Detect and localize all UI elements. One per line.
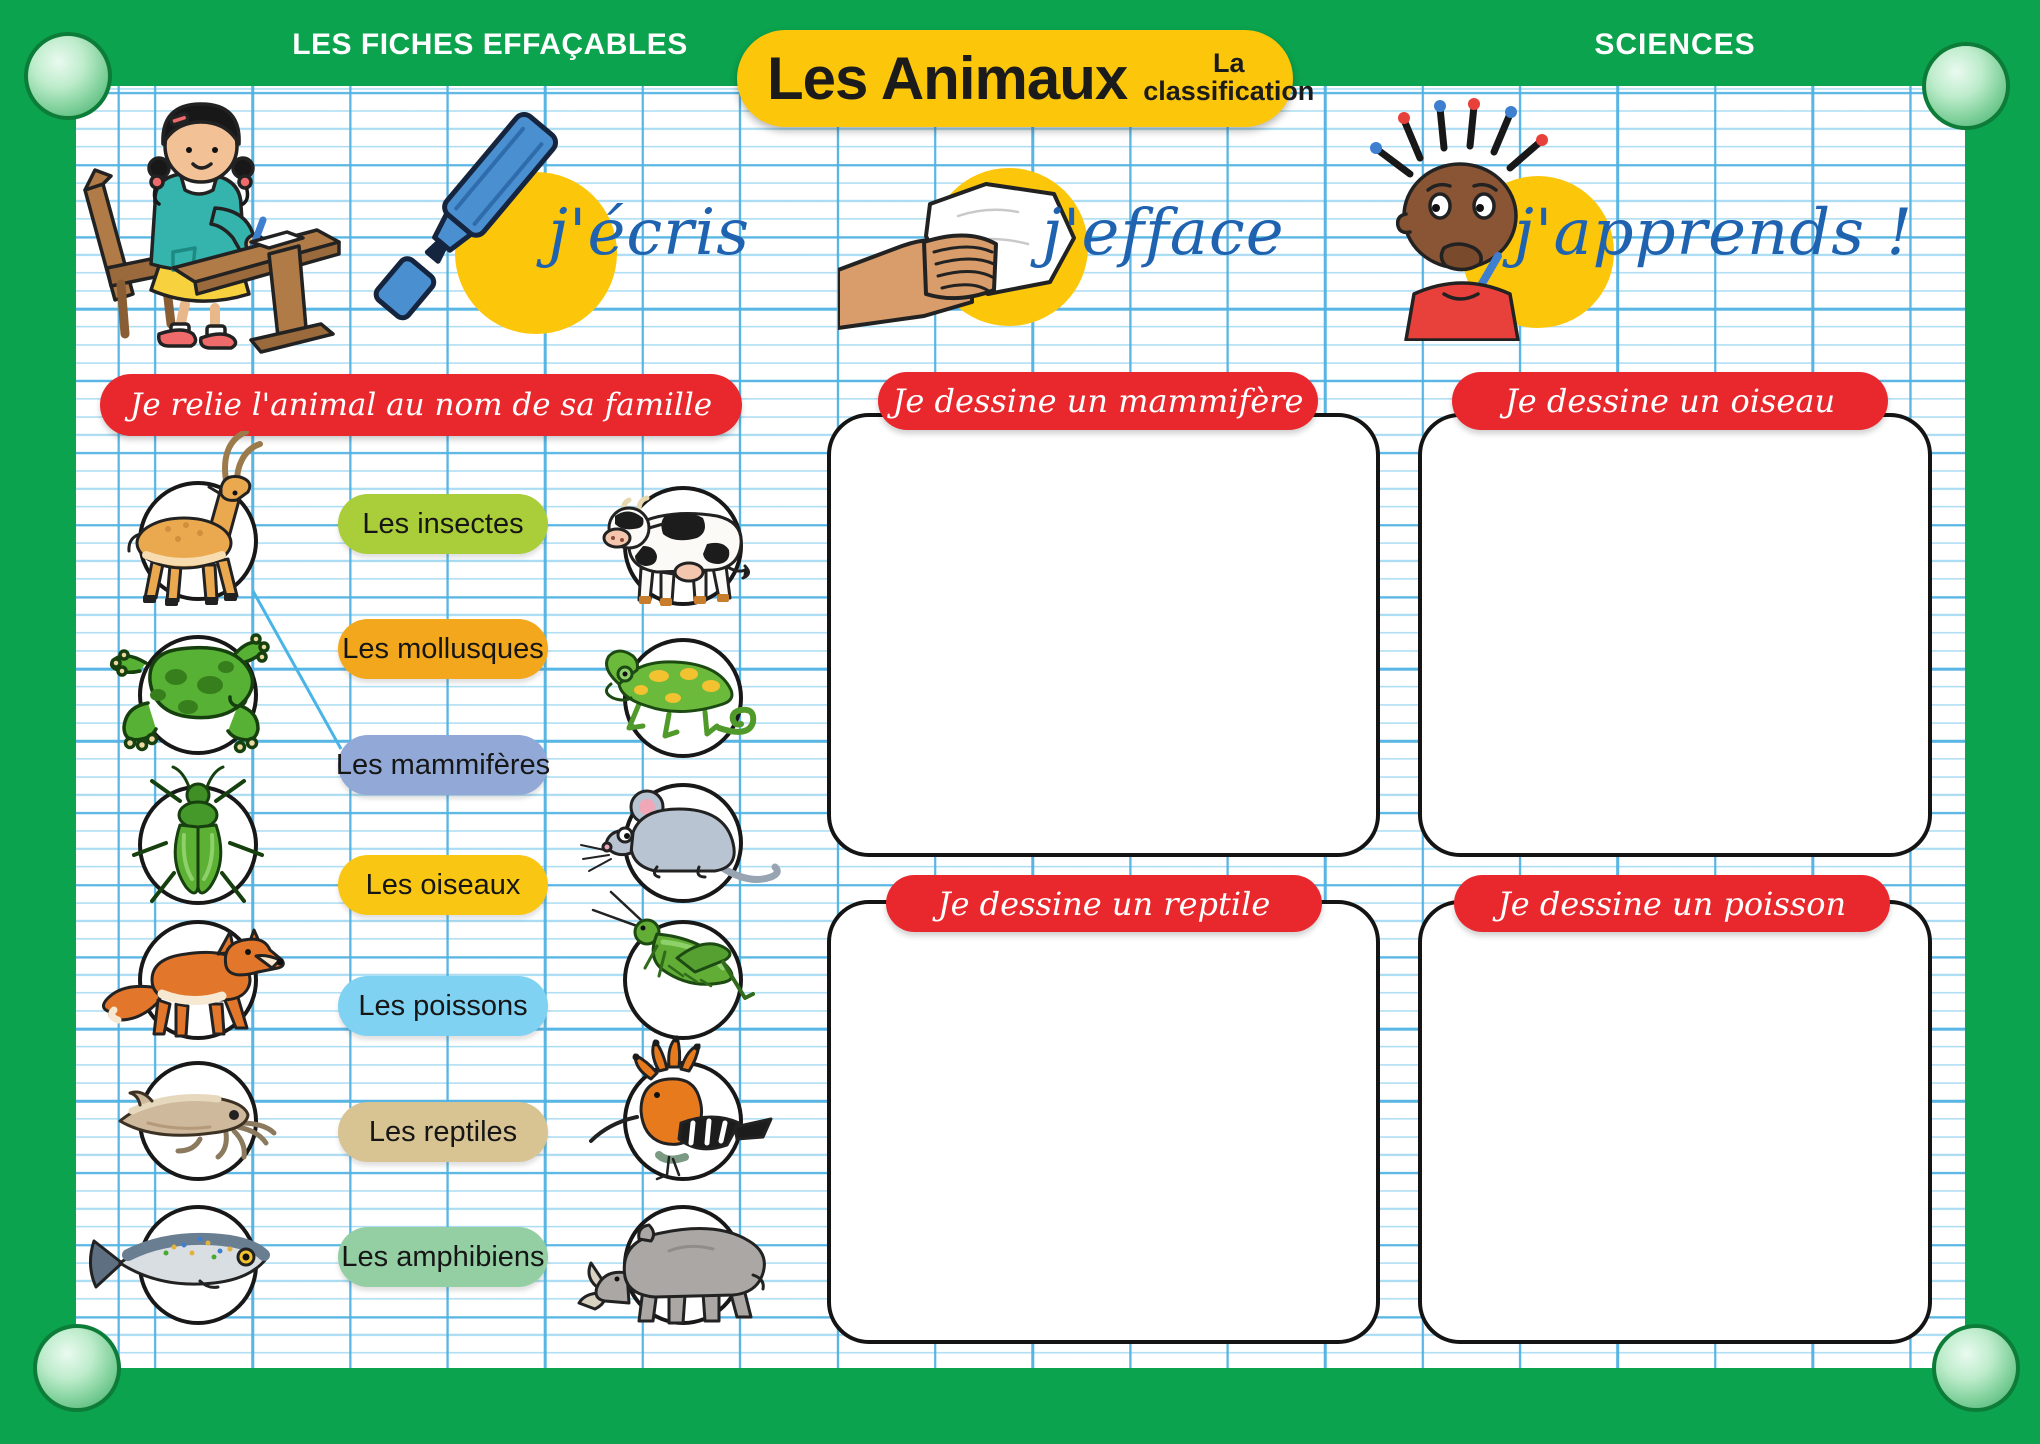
girl-at-desk-illustration — [55, 72, 345, 357]
sardine-icon — [88, 1155, 308, 1375]
subject-title: SCIENCES — [1594, 28, 1756, 61]
series-title: LES FICHES EFFAÇABLES — [292, 28, 688, 61]
corner-screw — [1922, 42, 2010, 130]
erase-label: j'efface — [1042, 196, 1285, 270]
drawing-box-banner-reptile: Je dessine un reptile — [886, 875, 1322, 932]
page-title: Les Animaux — [767, 45, 1128, 112]
corner-screw — [1932, 1324, 2020, 1412]
animal-rhinoceros[interactable] — [623, 1205, 743, 1325]
rhinoceros-icon — [573, 1155, 793, 1375]
page-subtitle: La classification — [1143, 47, 1315, 106]
drawing-box-banner-mammifere: Je dessine un mammifère — [878, 372, 1318, 430]
animal-gazelle[interactable] — [138, 481, 258, 601]
drawing-box-banner-oiseau: Je dessine un oiseau — [1452, 372, 1888, 430]
family-pill-insectes[interactable]: Les insectes — [338, 494, 548, 554]
write-label: j'écris — [548, 196, 751, 270]
drawing-box-mammifere[interactable] — [827, 413, 1380, 857]
drawing-box-banner-poisson: Je dessine un poisson — [1454, 875, 1890, 932]
drawing-box-oiseau[interactable] — [1418, 413, 1932, 857]
drawing-box-reptile[interactable] — [827, 900, 1380, 1344]
animal-sardine[interactable] — [138, 1205, 258, 1325]
matching-instruction-banner: Je relie l'animal au nom de sa famille — [100, 374, 742, 436]
learn-label: j'apprends ! — [1514, 196, 1914, 270]
family-pill-mollusques[interactable]: Les mollusques — [338, 619, 548, 679]
family-pill-oiseaux[interactable]: Les oiseaux — [338, 855, 548, 915]
title-badge — [737, 30, 1315, 127]
family-pill-poissons[interactable]: Les poissons — [338, 976, 548, 1036]
drawing-box-poisson[interactable] — [1418, 900, 1932, 1344]
family-pill-amphibiens[interactable]: Les amphibiens — [338, 1227, 548, 1287]
family-pill-mammiferes[interactable]: Les mammifères — [338, 735, 548, 795]
family-pill-reptiles[interactable]: Les reptiles — [338, 1102, 548, 1162]
